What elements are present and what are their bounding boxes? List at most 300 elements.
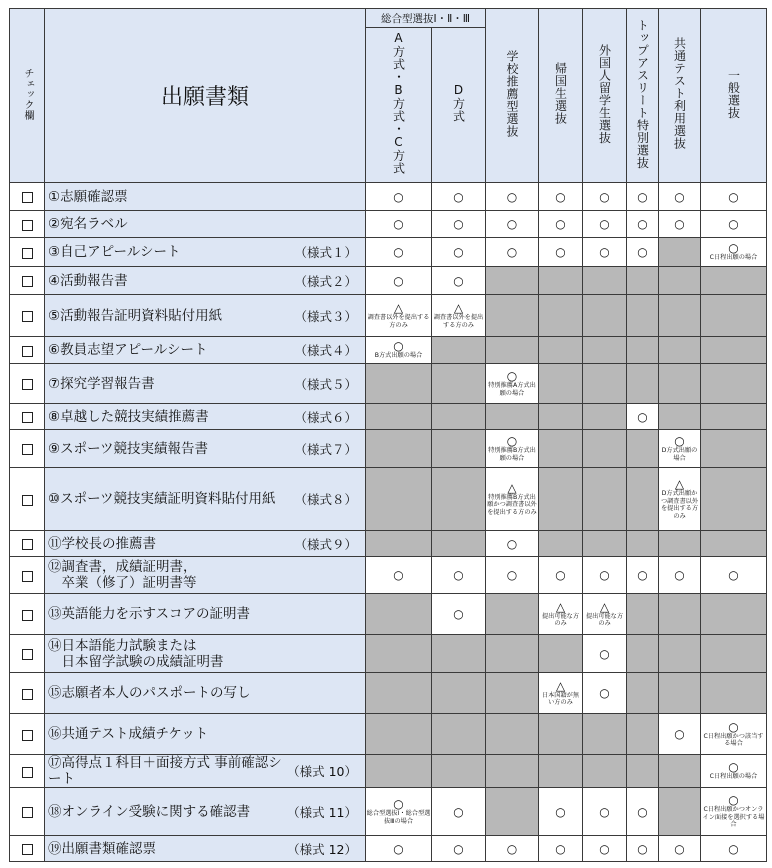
col-header-5: 外国人留学生選抜 [583, 9, 627, 183]
circle-mark: ○ [555, 568, 566, 582]
document-name-cell [45, 238, 366, 267]
requirement-cell [659, 714, 701, 755]
document-name: ⑱オンライン受験に関する確認書 [48, 803, 251, 820]
document-name: ⑨スポーツ競技実績報告書 [48, 440, 209, 457]
requirement-cell [701, 238, 767, 267]
form-number: （様式４） [294, 343, 357, 358]
triangle-mark: △ [555, 599, 566, 614]
not-applicable-cell [539, 755, 583, 788]
not-applicable-cell [432, 404, 486, 430]
form-number: （様式 12） [287, 841, 357, 857]
requirement-cell [583, 594, 627, 635]
group-header-sogo: 総合型選抜Ⅰ・Ⅱ・Ⅲ [366, 9, 486, 28]
circle-mark: ○ [555, 841, 566, 856]
document-name-cell [45, 594, 366, 635]
form-number: （様式 11） [287, 804, 357, 820]
not-applicable-cell [539, 267, 583, 295]
table-row [10, 337, 767, 364]
document-name-cell [45, 673, 366, 714]
requirement-cell [627, 557, 659, 594]
checkbox[interactable] [22, 730, 33, 741]
not-applicable-cell [701, 468, 767, 531]
not-applicable-cell [366, 430, 432, 468]
check-cell [10, 211, 45, 238]
requirement-cell [486, 211, 539, 238]
circle-mark: ○ [506, 217, 518, 231]
document-name: ⑥教員志望アピールシート [48, 342, 208, 358]
requirement-cell [627, 404, 659, 430]
check-cell [10, 238, 45, 267]
checkbox[interactable] [22, 276, 33, 287]
circle-mark: ○ [728, 793, 739, 808]
not-applicable-cell [486, 404, 539, 430]
form-number: （様式 10） [287, 764, 357, 779]
circle-mark: ○ [453, 804, 464, 819]
not-applicable-cell [627, 594, 659, 635]
not-applicable-cell [627, 635, 659, 673]
requirement-cell [366, 557, 432, 594]
not-applicable-cell [701, 594, 767, 635]
not-applicable-cell [583, 755, 627, 788]
circle-mark: ○ [506, 189, 518, 204]
circle-mark: ○ [393, 245, 404, 259]
circle-mark: ○ [393, 217, 404, 231]
document-name: ⑤活動報告証明資料貼付用紙 [48, 307, 223, 324]
requirement-cell [701, 557, 767, 594]
not-applicable-cell [701, 364, 767, 404]
not-applicable-cell [486, 267, 539, 295]
check-cell [10, 594, 45, 635]
document-name-cell [45, 267, 366, 295]
not-applicable-cell [539, 295, 583, 337]
check-cell [10, 755, 45, 788]
requirement-cell [583, 238, 627, 267]
not-applicable-cell [583, 404, 627, 430]
document-name-cell [45, 836, 366, 862]
circle-mark: ○ [728, 841, 739, 856]
circle-mark: ○ [393, 841, 404, 856]
check-cell [10, 404, 45, 430]
form-number: （様式５） [294, 376, 357, 392]
circle-mark: ○ [453, 607, 464, 621]
document-name: ⑦探究学習報告書 [48, 375, 155, 392]
triangle-mark: △ [507, 480, 517, 495]
requirement-note: C日程出願の場合 [709, 773, 758, 781]
circle-mark: ○ [555, 217, 566, 231]
not-applicable-cell [659, 673, 701, 714]
circle-mark: ○ [599, 646, 610, 661]
requirement-cell [701, 836, 767, 862]
checkbox[interactable] [22, 539, 33, 550]
not-applicable-cell [366, 594, 432, 635]
circle-mark: ○ [453, 217, 464, 231]
circle-mark: ○ [599, 245, 610, 259]
requirement-cell [627, 238, 659, 267]
not-applicable-cell [583, 267, 627, 295]
requirement-note: C日程出願かつ該当する場合 [703, 732, 764, 747]
not-applicable-cell [701, 673, 767, 714]
circle-mark: ○ [637, 841, 648, 856]
not-applicable-cell [539, 404, 583, 430]
requirement-cell [539, 183, 583, 211]
checkbox[interactable] [22, 767, 33, 778]
check-cell [10, 531, 45, 557]
not-applicable-cell [432, 714, 486, 755]
circle-mark: ○ [728, 217, 739, 231]
circle-mark: ○ [637, 568, 648, 582]
document-name-cell [45, 468, 366, 531]
form-number: （様式９） [294, 536, 357, 552]
not-applicable-cell [701, 635, 767, 673]
circle-mark: ○ [393, 568, 404, 582]
requirement-cell [659, 557, 701, 594]
checkbox[interactable] [22, 192, 33, 203]
requirement-cell [659, 183, 701, 211]
requirement-cell [486, 364, 539, 404]
not-applicable-cell [366, 531, 432, 557]
table-row [10, 468, 767, 531]
form-number: （様式８） [294, 492, 357, 507]
requirement-cell [701, 714, 767, 755]
requirement-cell [432, 211, 486, 238]
document-name: ②宛名ラベル [48, 216, 128, 232]
circle-mark: ○ [599, 217, 610, 231]
document-name-cell [45, 404, 366, 430]
check-column-header: チェック欄 [10, 9, 45, 183]
check-cell [10, 468, 45, 531]
requirement-cell [701, 755, 767, 788]
check-cell [10, 430, 45, 468]
check-cell [10, 337, 45, 364]
not-applicable-cell [701, 337, 767, 364]
table-row [10, 594, 767, 635]
requirement-cell [539, 673, 583, 714]
circle-mark: ○ [637, 189, 648, 204]
col-header-7: 共通テスト利用選抜 [659, 9, 701, 183]
circle-mark: ○ [506, 568, 518, 582]
col-header-2: D方式 [432, 28, 486, 183]
circle-mark: ○ [393, 797, 404, 811]
not-applicable-cell [432, 673, 486, 714]
not-applicable-cell [486, 714, 539, 755]
not-applicable-cell [539, 430, 583, 468]
triangle-mark: △ [674, 477, 685, 491]
document-name-cell [45, 714, 366, 755]
not-applicable-cell [627, 337, 659, 364]
requirement-cell [539, 211, 583, 238]
not-applicable-cell [583, 714, 627, 755]
not-applicable-cell [432, 468, 486, 531]
requirement-cell [583, 788, 627, 836]
not-applicable-cell [701, 404, 767, 430]
col-header-8: 一般選抜 [701, 9, 767, 183]
requirement-cell [366, 211, 432, 238]
not-applicable-cell [432, 755, 486, 788]
requirement-cell [366, 337, 432, 364]
check-cell [10, 788, 45, 836]
checkbox[interactable] [22, 311, 33, 322]
not-applicable-cell [366, 714, 432, 755]
document-name: ⑲出願書類確認票 [48, 840, 156, 857]
circle-mark: ○ [453, 273, 464, 288]
not-applicable-cell [539, 714, 583, 755]
document-name-cell [45, 183, 366, 211]
checkbox[interactable] [22, 412, 33, 423]
requirement-cell [539, 238, 583, 267]
circle-mark: ○ [506, 245, 518, 259]
not-applicable-cell [659, 635, 701, 673]
not-applicable-cell [701, 430, 767, 468]
circle-mark: ○ [728, 241, 739, 256]
checkbox[interactable] [22, 495, 33, 506]
requirement-note: 調査書以外を提出する方のみ [367, 314, 430, 329]
circle-mark: ○ [674, 434, 685, 448]
requirement-note: 総合型選抜Ⅰ・総合型選抜Ⅲの場合 [366, 810, 431, 825]
circle-mark: ○ [453, 841, 464, 856]
requirement-note: 提出可能な方のみ [541, 612, 580, 627]
table-row [10, 755, 767, 788]
requirement-cell [583, 557, 627, 594]
check-cell [10, 267, 45, 295]
requirement-cell [486, 430, 539, 468]
checkbox[interactable] [22, 248, 33, 259]
circle-mark: ○ [599, 189, 610, 204]
requirement-cell [659, 836, 701, 862]
checkbox[interactable] [22, 379, 33, 390]
requirement-cell [627, 183, 659, 211]
check-cell [10, 183, 45, 211]
circle-mark: ○ [637, 804, 648, 819]
requirement-cell [486, 183, 539, 211]
not-applicable-cell [659, 295, 701, 337]
requirement-cell [583, 211, 627, 238]
not-applicable-cell [366, 404, 432, 430]
requirement-cell [659, 468, 701, 531]
document-name: ⑩スポーツ競技実績証明資料貼付用紙 [48, 491, 276, 507]
triangle-mark: △ [555, 678, 566, 693]
requirement-cell [583, 635, 627, 673]
circle-mark: ○ [637, 245, 648, 259]
not-applicable-cell [627, 673, 659, 714]
requirement-note: B方式出願の場合 [374, 352, 423, 360]
requirement-cell [627, 836, 659, 862]
not-applicable-cell [539, 531, 583, 557]
circle-mark: ○ [674, 217, 685, 231]
document-name: ⑯共通テスト成績チケット [48, 726, 209, 742]
document-name-cell [45, 557, 366, 594]
requirement-cell [486, 557, 539, 594]
not-applicable-cell [627, 295, 659, 337]
requirement-cell [432, 183, 486, 211]
col-header-1: A方式・B方式・C方式 [366, 28, 432, 183]
not-applicable-cell [432, 337, 486, 364]
circle-mark: ○ [453, 568, 464, 582]
requirement-note: 提出可能な方のみ [585, 612, 624, 627]
table-body [10, 183, 767, 862]
circle-mark: ○ [599, 568, 610, 582]
not-applicable-cell [627, 755, 659, 788]
requirement-note: D方式出願かつ調査書以外を提出する方のみ [660, 490, 699, 520]
circle-mark: ○ [393, 189, 404, 204]
document-name: ④活動報告書 [48, 272, 128, 289]
circle-mark: ○ [674, 841, 685, 856]
document-name: 卒業（修了）証明書等 [48, 575, 197, 591]
circle-mark: ○ [599, 804, 610, 819]
document-name: ⑮志願者本人のパスポートの写し [48, 685, 251, 701]
not-applicable-cell [432, 635, 486, 673]
not-applicable-cell [659, 238, 701, 267]
checkbox[interactable] [22, 844, 33, 855]
check-cell [10, 836, 45, 862]
requirement-cell [366, 788, 432, 836]
requirement-cell [701, 211, 767, 238]
table-row [10, 673, 767, 714]
form-number: （様式２） [294, 273, 357, 289]
circle-mark: ○ [599, 841, 610, 856]
not-applicable-cell [432, 531, 486, 557]
requirement-cell [659, 430, 701, 468]
not-applicable-cell [659, 267, 701, 295]
requirement-cell [659, 211, 701, 238]
checkbox[interactable] [22, 346, 33, 357]
triangle-mark: △ [599, 599, 610, 614]
check-cell [10, 635, 45, 673]
not-applicable-cell [366, 755, 432, 788]
circle-mark: ○ [506, 369, 518, 383]
document-name-cell [45, 788, 366, 836]
not-applicable-cell [659, 404, 701, 430]
not-applicable-cell [583, 337, 627, 364]
circle-mark: ○ [506, 536, 518, 551]
not-applicable-cell [627, 364, 659, 404]
not-applicable-cell [366, 635, 432, 673]
checkbox[interactable] [22, 444, 33, 455]
requirement-note: 特別推薦B方式出願の場合 [488, 447, 536, 462]
col-header-6: トップアスリート特別選抜 [627, 9, 659, 183]
requirement-cell [539, 788, 583, 836]
not-applicable-cell [486, 635, 539, 673]
circle-mark: ○ [555, 245, 566, 259]
table-row [10, 404, 767, 430]
not-applicable-cell [366, 468, 432, 531]
not-applicable-cell [486, 755, 539, 788]
not-applicable-cell [659, 364, 701, 404]
requirement-cell [583, 673, 627, 714]
table-row [10, 238, 767, 267]
requirement-cell [486, 531, 539, 557]
triangle-mark: △ [453, 301, 464, 315]
form-number: （様式６） [294, 409, 357, 425]
requirement-cell [366, 267, 432, 295]
requirement-cell [486, 836, 539, 862]
not-applicable-cell [583, 468, 627, 531]
requirement-note: 日本国籍が無い方のみ [541, 691, 580, 706]
circle-mark: ○ [599, 686, 610, 700]
circle-mark: ○ [674, 727, 685, 741]
document-name-cell [45, 531, 366, 557]
requirement-note: D方式出願の場合 [661, 447, 698, 462]
table-row [10, 836, 767, 862]
requirement-cell [539, 836, 583, 862]
document-name-cell [45, 364, 366, 404]
not-applicable-cell [627, 468, 659, 531]
requirement-cell [366, 183, 432, 211]
checkbox[interactable] [22, 807, 33, 818]
circle-mark: ○ [453, 245, 464, 259]
checkbox[interactable] [22, 571, 33, 582]
document-name-cell [45, 295, 366, 337]
not-applicable-cell [432, 430, 486, 468]
requirement-note: 特別推薦B方式出願かつ調査書以外を提出する方のみ [487, 493, 537, 516]
not-applicable-cell [486, 673, 539, 714]
document-name: ③自己アピールシート [48, 244, 181, 260]
not-applicable-cell [701, 267, 767, 295]
not-applicable-cell [486, 337, 539, 364]
check-cell [10, 557, 45, 594]
circle-mark: ○ [506, 434, 518, 448]
col-header-4: 帰国生選抜 [539, 9, 583, 183]
not-applicable-cell [583, 295, 627, 337]
document-name: ⑪学校長の推薦書 [48, 535, 156, 552]
table-row [10, 635, 767, 673]
requirement-cell [432, 788, 486, 836]
table-row [10, 788, 767, 836]
document-name: ⑧卓越した競技実績推薦書 [48, 408, 209, 425]
requirement-cell [432, 267, 486, 295]
form-number: （様式７） [294, 441, 357, 457]
circle-mark: ○ [393, 273, 404, 288]
circle-mark: ○ [506, 841, 518, 856]
not-applicable-cell [539, 337, 583, 364]
document-name: ①志願確認票 [48, 188, 128, 205]
requirements-table [9, 8, 767, 862]
circle-mark: ○ [728, 568, 739, 582]
table-row [10, 714, 767, 755]
document-name: ⑫調査書，成績証明書， [48, 559, 197, 575]
checkbox[interactable] [22, 689, 33, 700]
requirement-cell [539, 594, 583, 635]
circle-mark: ○ [555, 804, 566, 819]
triangle-mark: △ [393, 301, 404, 315]
requirement-cell [539, 557, 583, 594]
checkbox[interactable] [22, 649, 33, 660]
table-row [10, 183, 767, 211]
not-applicable-cell [627, 714, 659, 755]
form-number: （様式３） [294, 308, 357, 324]
requirement-cell [432, 836, 486, 862]
requirement-cell [432, 295, 486, 337]
check-cell [10, 714, 45, 755]
circle-mark: ○ [393, 339, 404, 354]
checkbox[interactable] [22, 610, 33, 621]
not-applicable-cell [366, 673, 432, 714]
requirement-cell [432, 594, 486, 635]
not-applicable-cell [627, 531, 659, 557]
not-applicable-cell [659, 531, 701, 557]
checkbox[interactable] [22, 220, 33, 231]
not-applicable-cell [486, 788, 539, 836]
requirement-cell [366, 836, 432, 862]
requirement-cell [486, 468, 539, 531]
not-applicable-cell [432, 364, 486, 404]
not-applicable-cell [539, 635, 583, 673]
document-name-cell [45, 635, 366, 673]
check-cell [10, 673, 45, 714]
requirement-note: C日程出願の場合 [709, 254, 758, 262]
requirement-cell [627, 788, 659, 836]
not-applicable-cell [539, 364, 583, 404]
requirement-cell [583, 836, 627, 862]
